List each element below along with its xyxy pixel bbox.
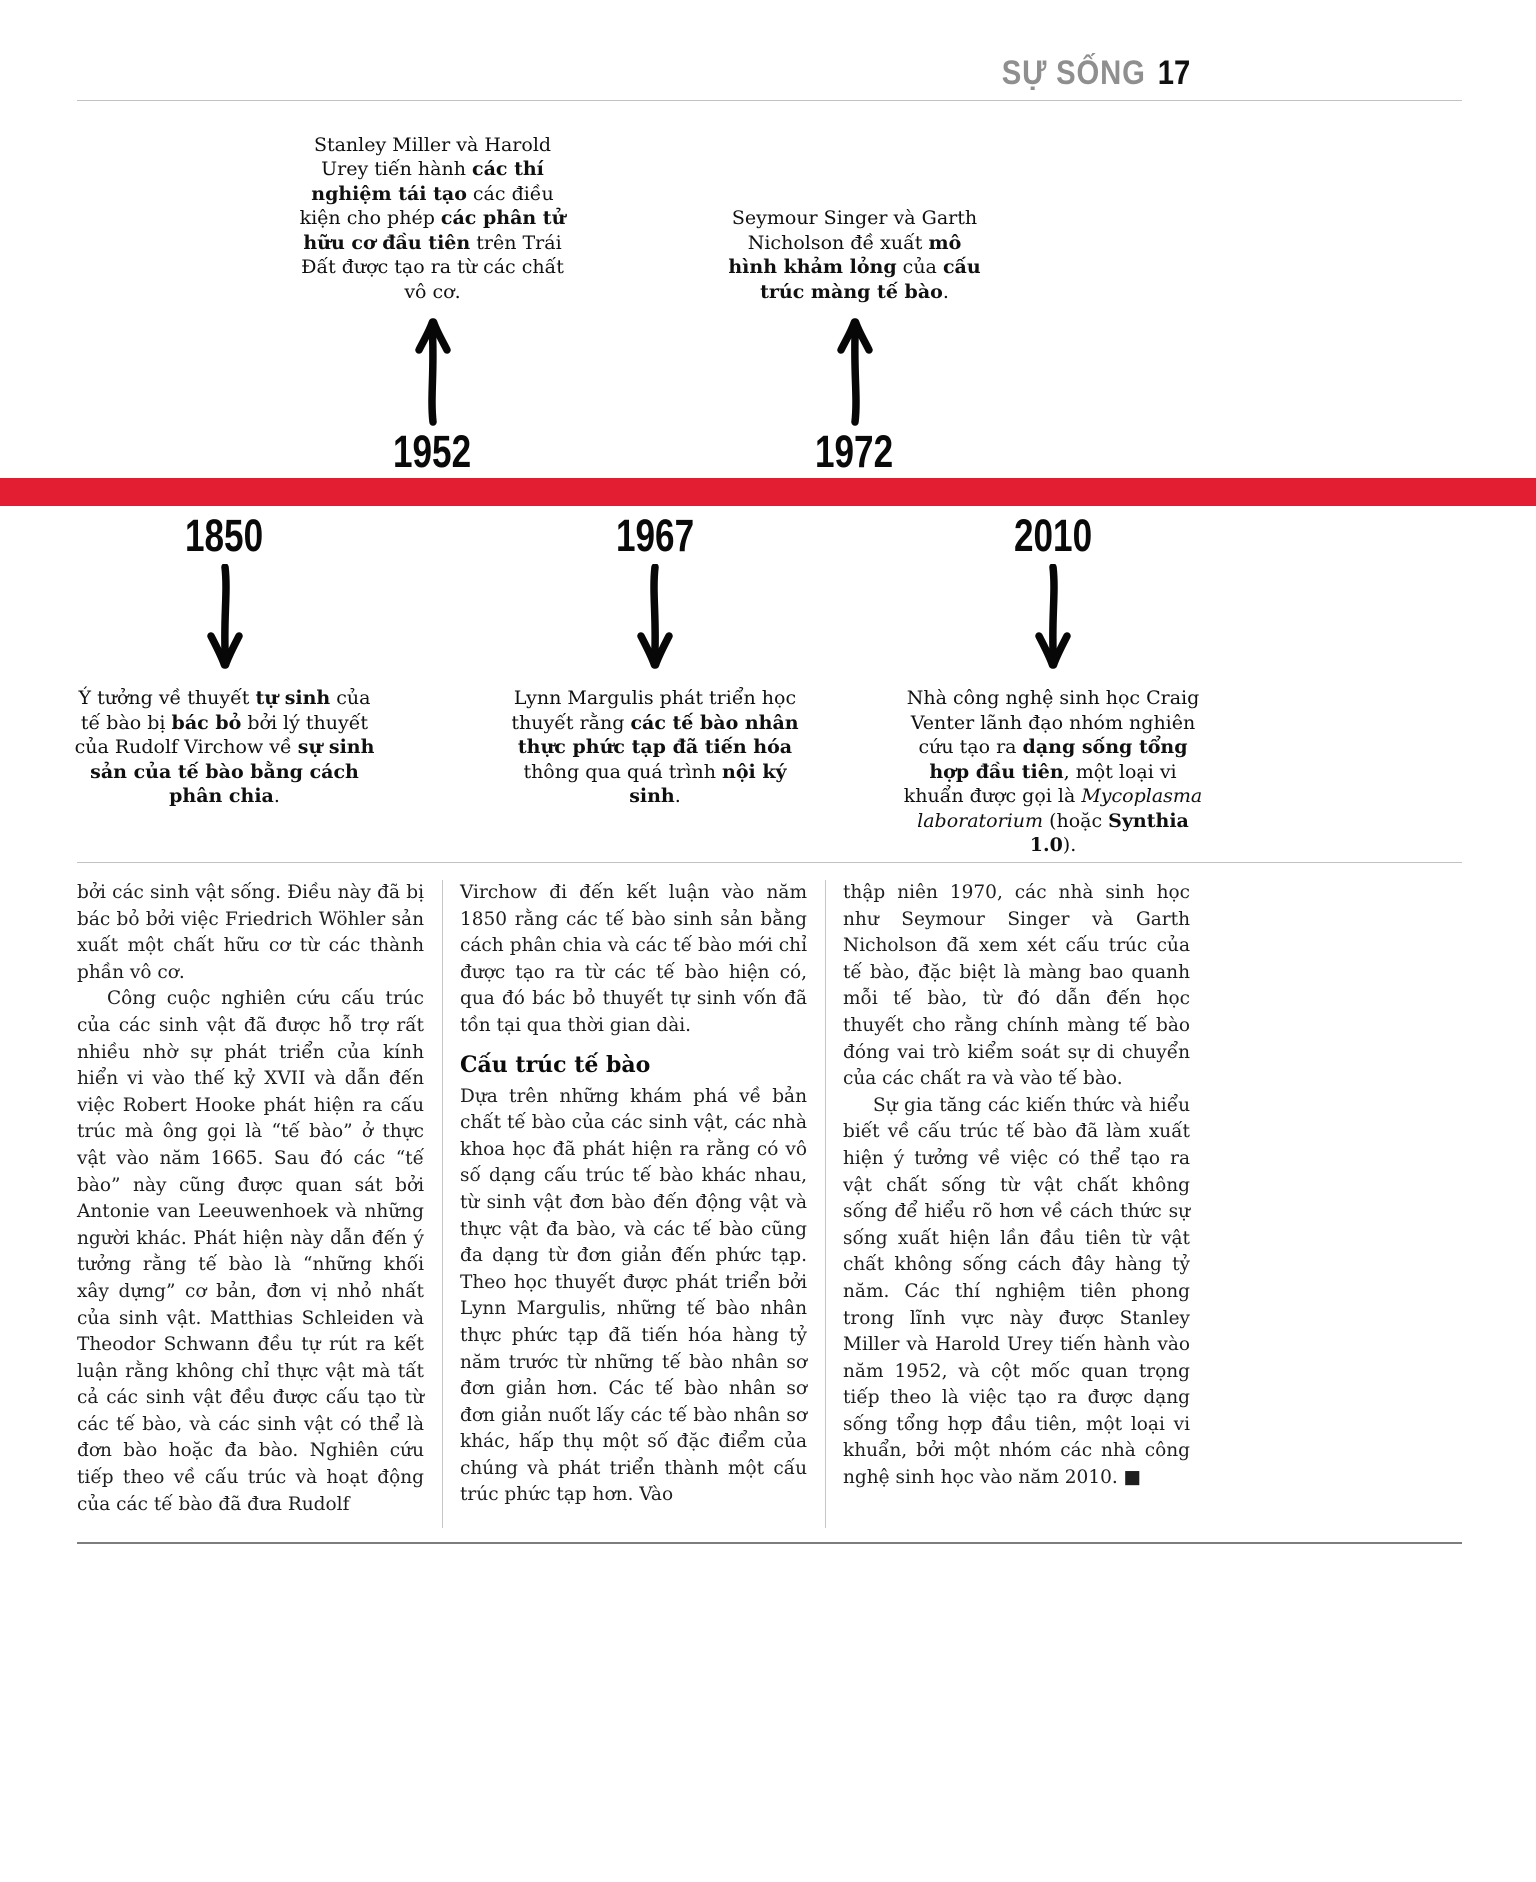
timeline-event-1952: [290, 133, 575, 477]
down-arrow-icon: [203, 564, 247, 676]
event-text: Nhà công nghệ sinh học Craig Venter lãnh đạo nhóm nghiên cứu tạo ra dạng sống tổng hợp đầu tiên, một loại vi khuẩn được gọi là Mycoplasma laboratorium (hoặc Synthia 1.0).: [903, 687, 1203, 856]
event-text: Lynn Margulis phát triển học thuyết rằng các tế bào nhân thực phức tạp đã tiến hóa thông qua quá trình nội ký sinh.: [511, 687, 799, 807]
column-divider: [442, 880, 443, 1528]
event-text: Ý tưởng về thuyết tự sinh của tế bào bị bác bỏ bởi lý thuyết của Rudolf Virchow về sự sinh sản của tế bào bằng cách phân chia.: [74, 687, 375, 807]
section-heading: Cấu trúc tế bào: [460, 1051, 651, 1078]
section-title: SỰ SỐNG: [1001, 54, 1146, 92]
year-label: 2010: [1013, 510, 1093, 561]
column-divider: [825, 880, 826, 1528]
timeline-event-1967: [500, 512, 810, 809]
timeline-event-1972: [722, 206, 987, 476]
top-divider: [77, 100, 1462, 101]
article-column-1: [77, 880, 424, 1528]
down-arrow-icon: [1031, 564, 1075, 676]
up-arrow-icon: [833, 310, 877, 426]
timeline-article-divider: [77, 862, 1462, 863]
paragraph: Virchow đi đến kết luận vào năm 1850 rằng các tế bào sinh sản bằng cách phân chia và các tế bào mới chỉ được tạo ra từ các tế bào hiện có, qua đó bác bỏ thuyết tự sinh vốn đã tồn tại qua thời gian dài.: [460, 882, 807, 1036]
timeline-bar: [0, 478, 1536, 506]
year-label: 1952: [393, 426, 472, 477]
event-text: Seymour Singer và Garth Nicholson đề xuất mô hình khảm lỏng của cấu trúc màng tế bào.: [728, 207, 981, 303]
up-arrow-icon: [411, 310, 455, 426]
page-number: 17: [1157, 54, 1190, 92]
timeline-event-2010: [898, 512, 1208, 858]
page-header: [1001, 54, 1190, 93]
article-column-3: [843, 880, 1190, 1528]
paragraph: Dựa trên những khám phá về bản chất tế bào của các sinh vật, các nhà khoa học đã phát hiện ra rằng có vô số dạng cấu trúc tế bào khác nhau, từ sinh vật đơn bào đến động vật và thực vật đa bào, và các tế bào cũng đa dạng từ đơn giản đến phức tạp. Theo học thuyết được phát triển bởi Lynn Margulis, những tế bào nhân thực phức tạp đã tiến hóa hàng tỷ năm trước từ những tế bào nhân sơ đơn giản hơn. Các tế bào nhân sơ đơn giản nuốt lấy các tế bào nhân sơ khác, hấp thụ một số đặc điểm của chúng và phát triển thành một cấu trúc phức tạp hơn. Vào: [460, 1085, 807, 1506]
article-body: [77, 880, 1190, 1528]
timeline-event-1850: [72, 512, 377, 809]
paragraph: bởi các sinh vật sống. Điều này đã bị bác bỏ bởi việc Friedrich Wöhler sản xuất một chất hữu cơ từ các thành phần vô cơ.: [77, 882, 424, 983]
paragraph: Công cuộc nghiên cứu cấu trúc của các sinh vật đã được hỗ trợ rất nhiều nhờ sự phát triển của kính hiển vi vào thế kỷ XVII và dẫn đến việc Robert Hooke phát hiện ra cấu trúc mà ông gọi là “tế bào” ở thực vật vào năm 1665. Sau đó các “tế bào” này cũng được quan sát bởi Antonie van Leeuwenhoek và những người khác. Phát hiện này dẫn đến ý tưởng rằng tế bào là “những khối xây dựng” cơ bản, đơn vị nhỏ nhất của sinh vật. Matthias Schleiden và Theodor Schwann đều tự rút ra kết luận rằng không chỉ thực vật mà tất cả các sinh vật đều được cấu tạo từ các tế bào, và các sinh vật có thể là đơn bào hoặc đa bào. Nghiên cứu tiếp theo về cấu trúc và hoạt động của các tế bào đã đưa Rudolf: [77, 988, 424, 1515]
article-column-2: [460, 880, 807, 1528]
bottom-divider: [77, 1542, 1462, 1544]
paragraph: thập niên 1970, các nhà sinh học như Seymour Singer và Garth Nicholson đã xem xét cấu trúc của tế bào, đặc biệt là màng bao quanh mỗi tế bào, từ đó dẫn đến học thuyết cho rằng chính màng tế bào đóng vai trò kiểm soát sự di chuyển của các chất ra và vào tế bào.: [843, 882, 1190, 1090]
year-label: 1972: [815, 426, 894, 477]
paragraph: Sự gia tăng các kiến thức và hiểu biết về cấu trúc tế bào đã làm xuất hiện ý tưởng về việc có thể tạo ra vật chất sống từ vật chất không sống để hiểu rõ hơn về cách thức sự sống xuất hiện lần đầu tiên từ vật chất không sống cách đây hàng tỷ năm. Các thí nghiệm tiên phong trong lĩnh vực này được Stanley Miller và Harold Urey tiến hành vào năm 1952, và cột mốc quan trọng tiếp theo là việc tạo ra được dạng sống tổng hợp đầu tiên, một loại vi khuẩn, bởi một nhóm các nhà công nghệ sinh học vào năm 2010. ■: [843, 1094, 1190, 1489]
year-label: 1967: [615, 510, 695, 561]
year-label: 1850: [185, 510, 264, 561]
down-arrow-icon: [633, 564, 677, 676]
event-text: Stanley Miller và Harold Urey tiến hành các thí nghiệm tái tạo các điều kiện cho phép các phân tử hữu cơ đầu tiên trên Trái Đất được tạo ra từ các chất vô cơ.: [299, 133, 566, 303]
